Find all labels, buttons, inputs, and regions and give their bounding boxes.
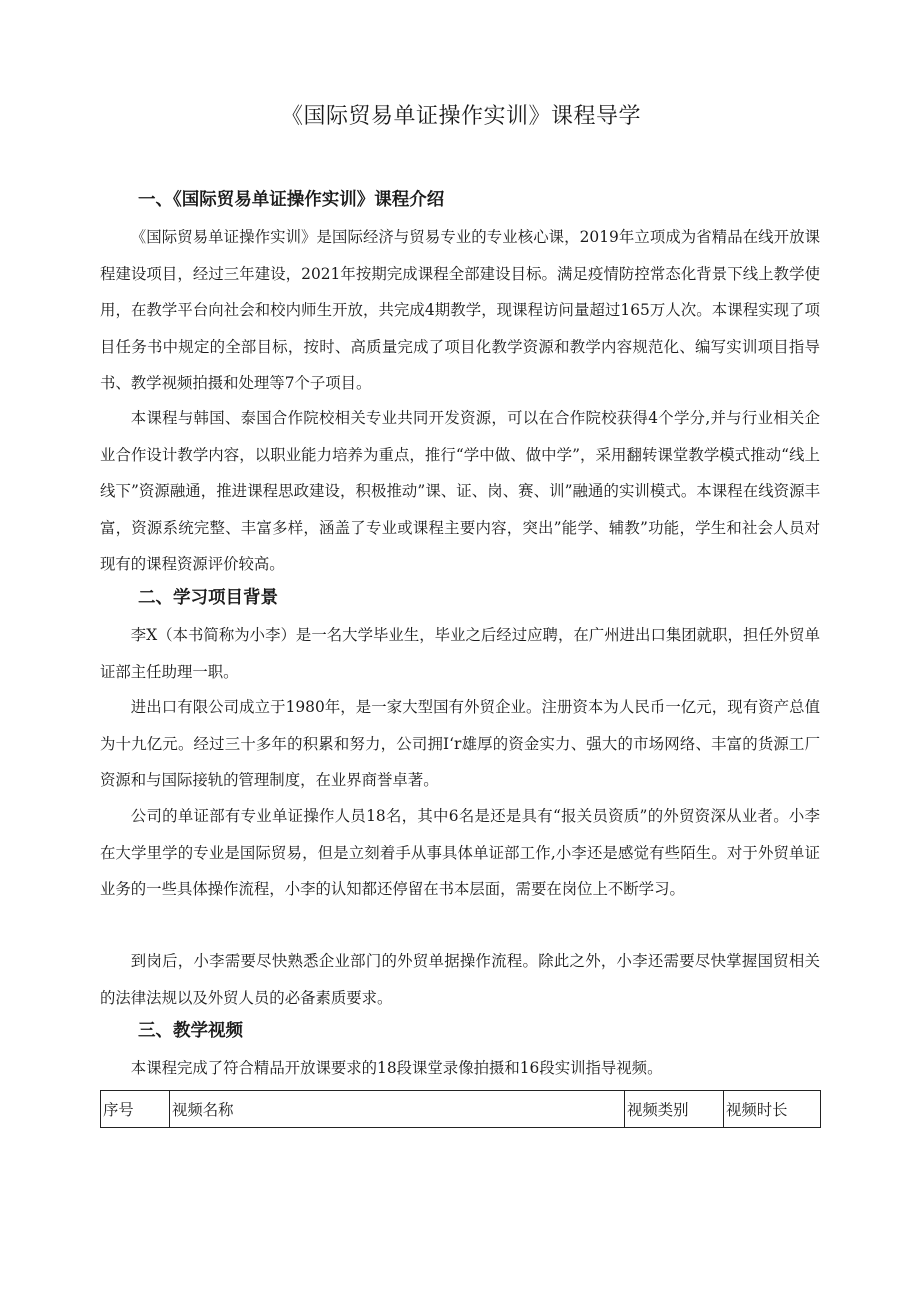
section-heading-videos: 三、教学视频 <box>138 1021 243 1041</box>
column-header-video-category: 视频类别 <box>625 1091 724 1128</box>
background-paragraph-2: 进出口有限公司成立于1980年，是一家大型国有外贸企业。注册资本为人民币一亿元，现有资产总值为十九亿元。经过三十多年的积累和努力，公司拥I‘r雄厚的资金实力、强大的市场网络、丰富的货源工厂资源和与国际接轨的管理制度，在业界商誉卓著。 <box>100 698 820 789</box>
column-header-index: 序号 <box>101 1091 170 1128</box>
background-paragraph-3: 公司的单证部有专业单证操作人员18名，其中6名是还是具有“报关员资质”的外贸资深从业者。小李在大学里学的专业是国际贸易，但是立刻着手从事具体单证部工作,小李还是感觉有些陌生。对于外贸单证业务的一些具体操作流程，小李的认知都还停留在书本层面，需要在岗位上不断学习。 <box>100 807 820 898</box>
intro-paragraph-2: 本课程与韩国、泰国合作院校相关专业共同开发资源，可以在合作院校获得4个学分,并与行业相关企业合作设计教学内容，以职业能力培养为重点，推行“学中做、做中学”，采用翻转课堂教学模式推动“线上线下”资源融通，推进课程思政建设，积极推动”课、证、岗、赛、训”融通的实训模式。本课程在线资源丰富，资源系统完整、丰富多样，涵盖了专业或课程主要内容，突出”能学、辅教”功能，学生和社会人员对现有的课程资源评价较高。 <box>100 409 820 573</box>
section-heading-background: 二、学习项目背景 <box>138 588 278 608</box>
section-heading-intro: 一、《国际贸易单证操作实训》课程介绍 <box>138 190 445 210</box>
table-header-row <box>101 1091 821 1128</box>
intro-paragraph-1: 《国际贸易单证操作实训》是国际经济与贸易专业的专业核心课，2019年立项成为省精品在线开放课程建设项目，经过三年建设，2021年按期完成课程全部建设目标。满足疫情防控常态化背景下线上教学使用，在教学平台向社会和校内师生开放，共完成4期教学，现课程访问量超过165万人次。本课程实现了项目任务书中规定的全部目标，按时、高质量完成了项目化教学资源和教学内容规范化、编写实训项目指导书、教学视频拍摄和处理等7个子项目。 <box>100 228 820 392</box>
videos-paragraph-1: 本课程完成了符合精品开放课要求的18段课堂录像拍摄和16段实训指导视频。 <box>130 1059 663 1077</box>
column-header-video-duration: 视频时长 <box>724 1091 821 1128</box>
background-paragraph-1: 李X（本书简称为小李）是一名大学毕业生，毕业之后经过应聘，在广州进出口集团就职，担任外贸单证部主任助理一职。 <box>100 626 820 681</box>
column-header-video-name: 视频名称 <box>170 1091 625 1128</box>
background-paragraph-4: 到岗后，小李需要尽快熟悉企业部门的外贸单据操作流程。除此之外，小李还需要尽快掌握国贸相关的法律法规以及外贸人员的必备素质要求。 <box>100 952 820 1007</box>
video-table <box>100 1090 821 1128</box>
document-title: 《国际贸易单证操作实训》课程导学 <box>280 104 641 129</box>
